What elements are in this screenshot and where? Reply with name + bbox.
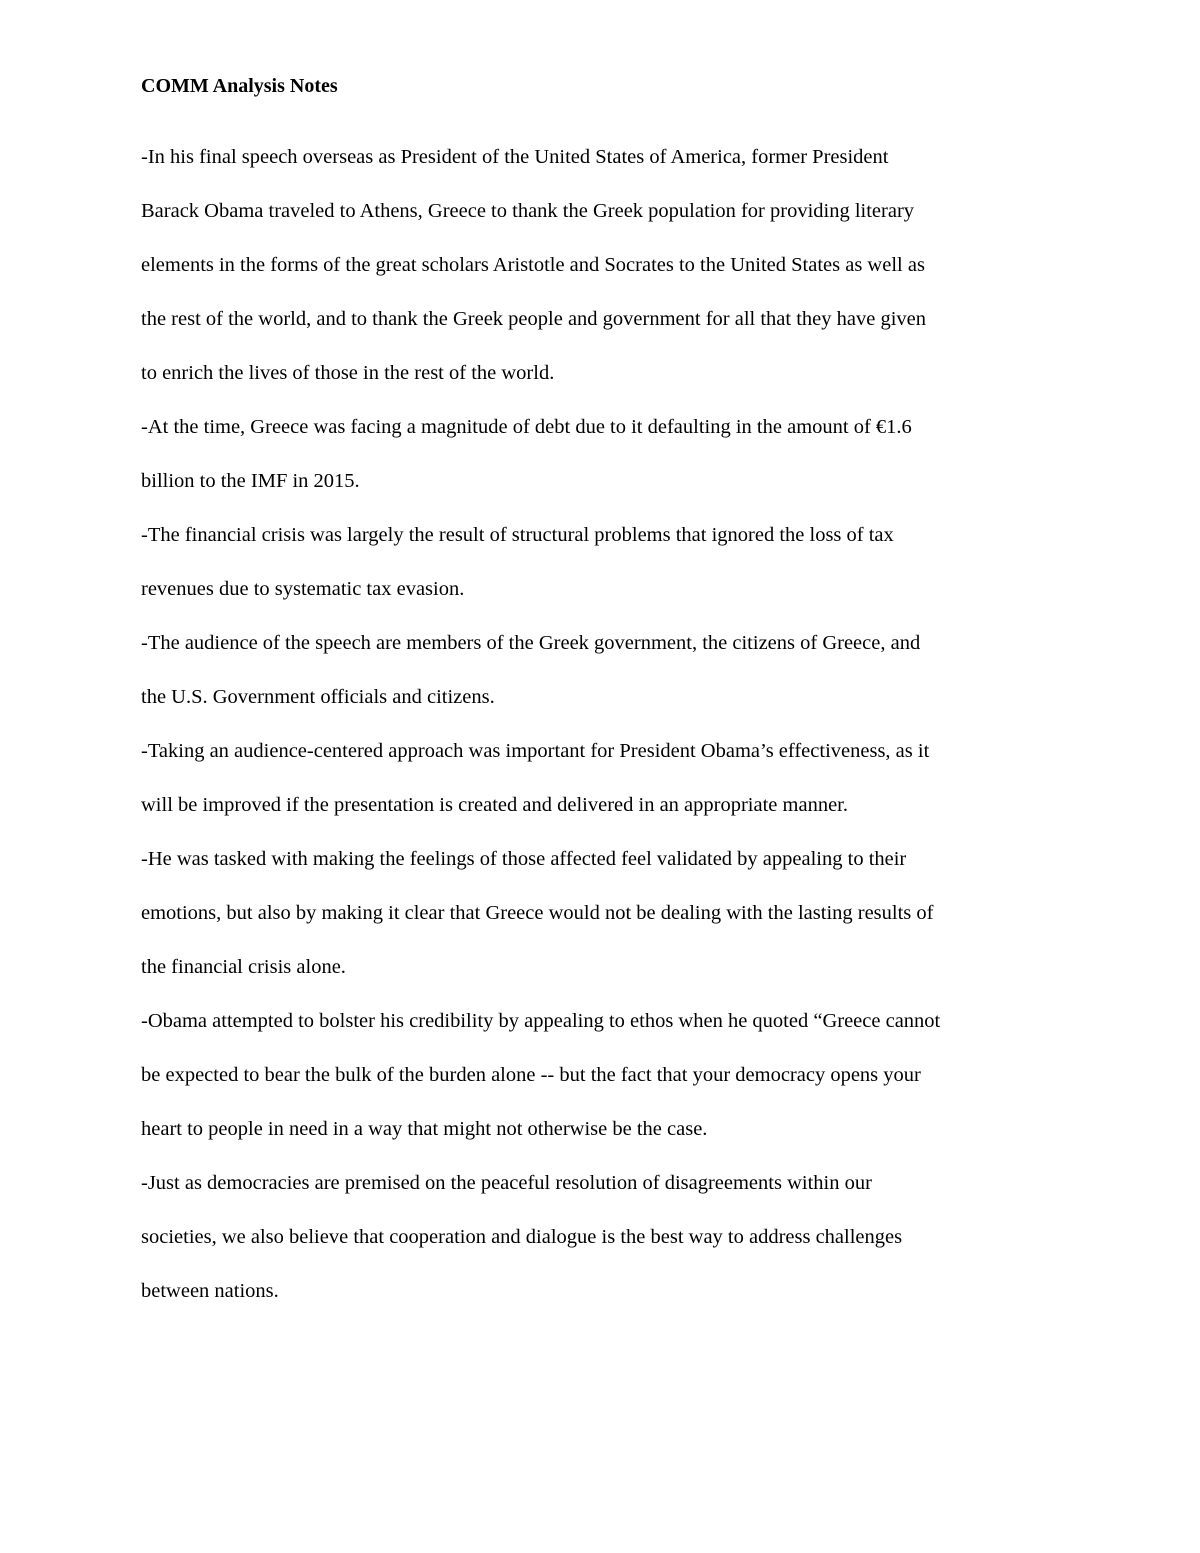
text-line: Barack Obama traveled to Athens, Greece to thank the Greek population for providing literary	[141, 200, 915, 222]
text-line: -He was tasked with making the feelings of those affected feel validated by appealing to their	[141, 848, 907, 870]
text-line: revenues due to systematic tax evasion.	[141, 578, 465, 600]
text-line: emotions, but also by making it clear that Greece would not be dealing with the lasting results of	[141, 902, 934, 924]
text-line: -Obama attempted to bolster his credibility by appealing to ethos when he quoted “Greece cannot	[141, 1010, 941, 1032]
text-line: to enrich the lives of those in the rest of the world.	[141, 362, 555, 384]
text-line: elements in the forms of the great scholars Aristotle and Socrates to the United States as well as	[141, 254, 925, 276]
text-line: -The financial crisis was largely the result of structural problems that ignored the loss of tax	[141, 524, 894, 546]
text-line: between nations.	[141, 1280, 279, 1302]
text-line: -Taking an audience-centered approach was important for President Obama’s effectiveness, as it	[141, 740, 930, 762]
text-line: -The audience of the speech are members of the Greek government, the citizens of Greece, and	[141, 632, 921, 654]
text-line: -Just as democracies are premised on the peaceful resolution of disagreements within our	[141, 1172, 872, 1194]
text-line: the U.S. Government officials and citizens.	[141, 686, 495, 708]
document-body	[141, 130, 1066, 1318]
text-line: -In his final speech overseas as President of the United States of America, former President	[141, 146, 889, 168]
text-line: societies, we also believe that cooperation and dialogue is the best way to address challenges	[141, 1226, 903, 1248]
document-title: COMM Analysis Notes	[141, 75, 338, 97]
text-line: billion to the IMF in 2015.	[141, 470, 360, 492]
text-line: the rest of the world, and to thank the Greek people and government for all that they have given	[141, 308, 927, 330]
text-line: will be improved if the presentation is created and delivered in an appropriate manner.	[141, 794, 848, 816]
text-line: be expected to bear the bulk of the burden alone -- but the fact that your democracy opens your	[141, 1064, 921, 1086]
text-line: -At the time, Greece was facing a magnitude of debt due to it defaulting in the amount of €1.6	[141, 416, 912, 438]
text-line: heart to people in need in a way that might not otherwise be the case.	[141, 1118, 708, 1140]
text-line: the financial crisis alone.	[141, 956, 346, 978]
